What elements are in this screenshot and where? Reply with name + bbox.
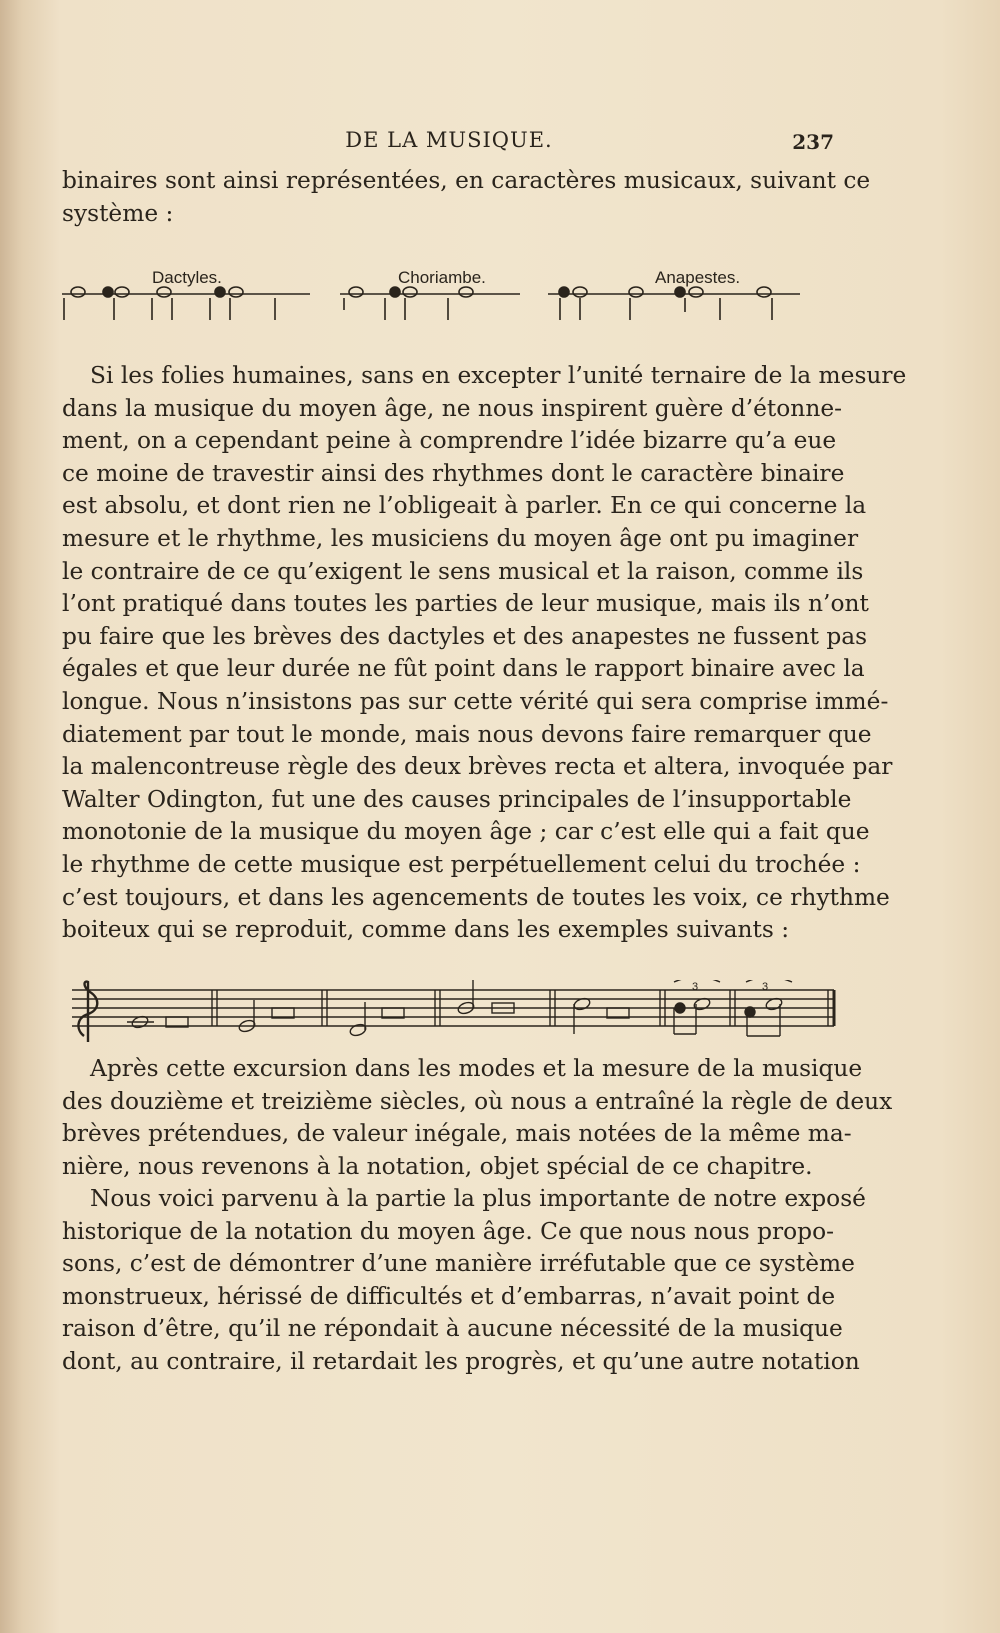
text-line: Si les folies humaines, sans en excepter l’unité ternaire de la mesure (90, 362, 907, 389)
text-line: sons, c’est de démontrer d’une manière irréfutable que ce système (62, 1250, 855, 1278)
text-line: Après cette excursion dans les modes et la mesure de la musique (90, 1055, 863, 1082)
text-line: système : (62, 199, 174, 227)
text-line: historique de la notation du moyen âge. Ce que nous nous propo- (62, 1217, 834, 1245)
svg-text:3: 3 (762, 981, 769, 993)
text-line: le contraire de ce qu’exigent le sens musical et la raison, comme ils (62, 557, 864, 585)
intro-paragraph (62, 165, 871, 230)
text-line: mesure et le rhythme, les musiciens du moyen âge ont pu imaginer (62, 524, 859, 552)
text-line: est absolu, et dont rien ne l’obligeait à parler. En ce qui concerne la (62, 492, 867, 520)
text-line: le rhythme de cette musique est perpétuellement celui du trochée : (62, 850, 861, 878)
meter-label-dactyles: Dactyles. (152, 268, 222, 287)
text-line: monotonie de la musique du moyen âge ; car c’est elle qui a fait que (62, 818, 870, 846)
text-line: c’est toujours, et dans les agencements de toutes les voix, ce rhythme (62, 883, 890, 911)
text-line: Nous voici parvenu à la partie la plus importante de notre exposé (90, 1185, 866, 1212)
paragraph-3 (62, 1183, 866, 1379)
text-line: ment, on a cependant peine à comprendre l’idée bizarre qu’a eue (62, 427, 837, 455)
running-header (64, 128, 834, 158)
text-line: binaires sont ainsi représentées, en caractères musicaux, suivant ce (62, 167, 871, 194)
text-line: pu faire que les brèves des dactyles et des anapestes ne fussent pas (62, 622, 868, 650)
meter-label-anapestes: Anapestes. (655, 268, 741, 287)
text-line: longue. Nous n’insistons pas sur cette vérité qui sera comprise immé- (62, 687, 889, 715)
meter-notation (60, 280, 940, 330)
paragraph-1 (62, 360, 907, 947)
svg-text:3: 3 (692, 981, 699, 993)
text-line: boiteux qui se reproduit, comme dans les exemples suivants : (62, 916, 790, 944)
music-staff-example (62, 980, 842, 1060)
paragraph-2 (62, 1053, 893, 1183)
text-line: la malencontreuse règle des deux brèves recta et altera, invoquée par (62, 753, 893, 781)
text-line: nière, nous revenons à la notation, objet spécial de ce chapitre. (62, 1152, 813, 1180)
text-line: ce moine de travestir ainsi des rhythmes dont le caractère binaire (62, 459, 845, 487)
text-line: brèves prétendues, de valeur inégale, mais notées de la même ma- (62, 1120, 852, 1148)
text-line: dans la musique du moyen âge, ne nous inspirent guère d’étonne- (62, 394, 842, 422)
text-line: égales et que leur durée ne fût point dans le rapport binaire avec la (62, 655, 865, 683)
text-line: Walter Odington, fut une des causes principales de l’insupportable (62, 785, 852, 813)
page-number: 237 (792, 130, 834, 154)
text-line: diatement par tout le monde, mais nous devons faire remarquer que (62, 720, 872, 748)
text-line: des douzième et treizième siècles, où nous a entraîné la règle de deux (62, 1087, 893, 1115)
text-line: raison d’être, qu’il ne répondait à aucune nécessité de la musique (62, 1315, 843, 1343)
meter-label-choriambe: Choriambe. (398, 268, 486, 287)
running-title: DE LA MUSIQUE. (345, 128, 553, 152)
text-line: dont, au contraire, il retardait les progrès, et qu’une autre notation (62, 1347, 860, 1375)
text-line: monstrueux, hérissé de difficultés et d’embarras, n’avait point de (62, 1282, 836, 1310)
text-line: l’ont pratiqué dans toutes les parties de leur musique, mais ils n’ont (62, 590, 869, 618)
